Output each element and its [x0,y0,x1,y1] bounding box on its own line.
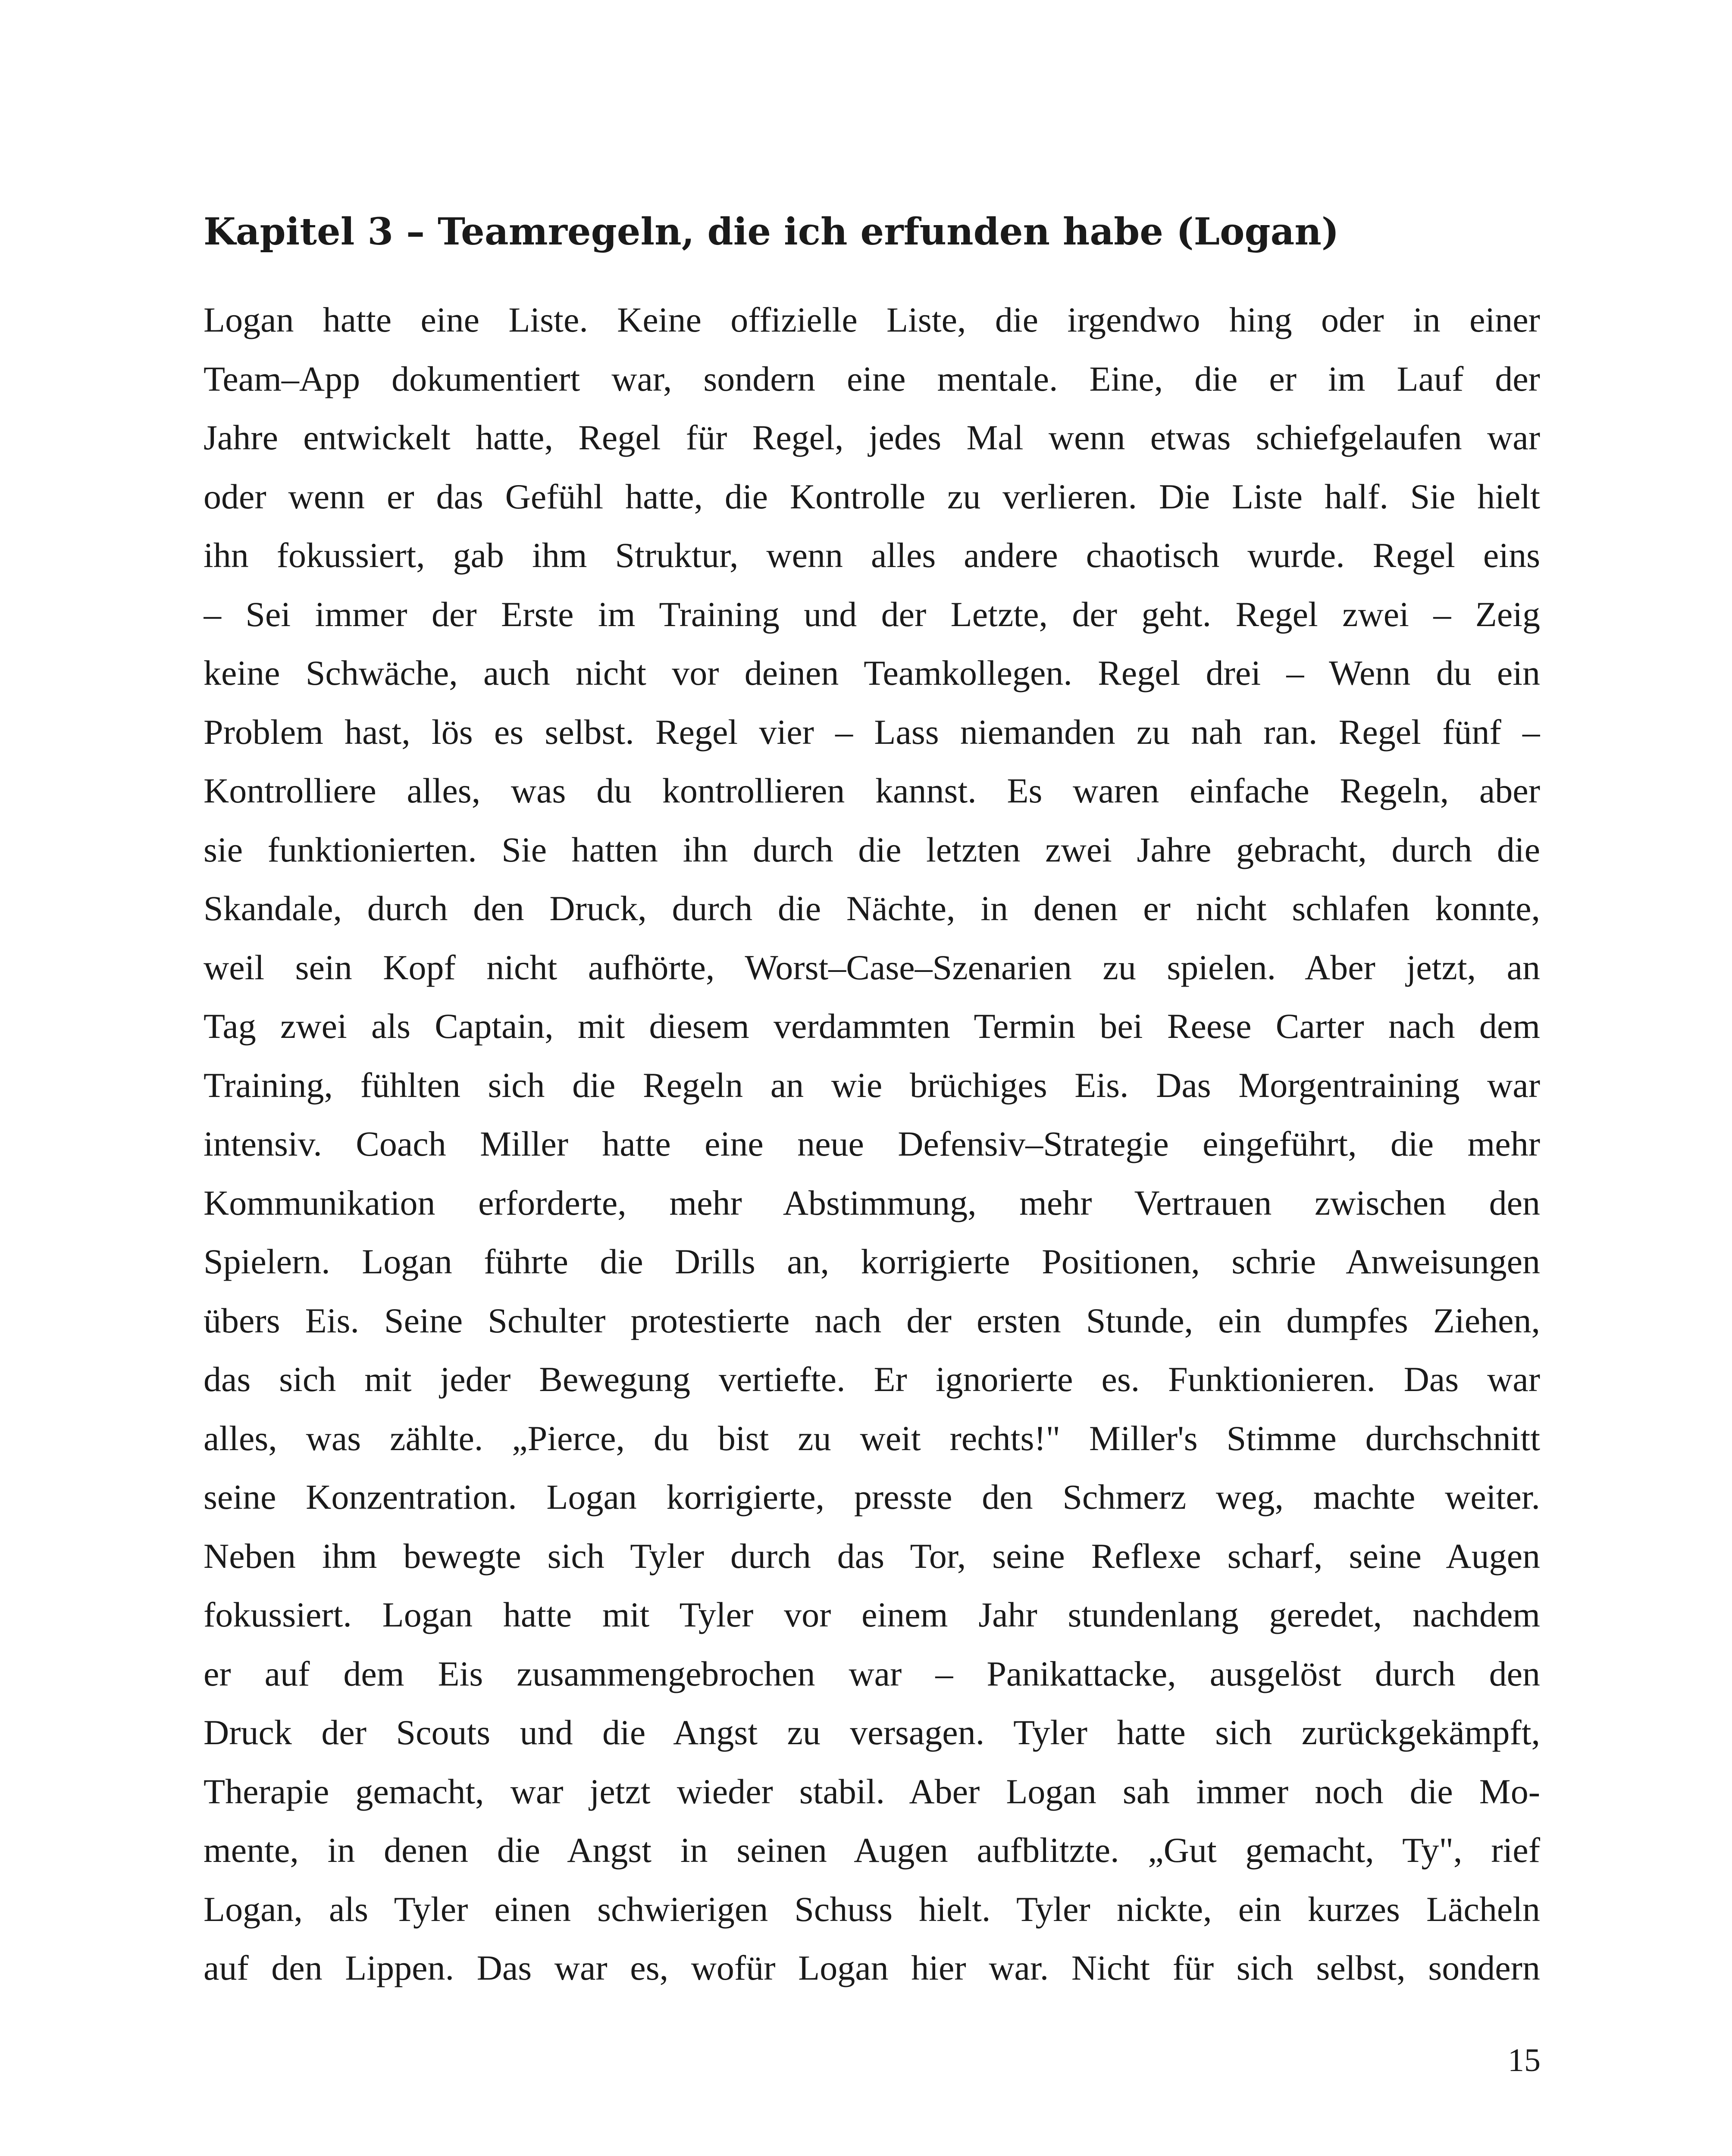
text-line: übers Eis. Seine Schulter protestierte nach der ersten Stunde, ein dumpfes Ziehen, [204,1300,1540,1340]
text-line: alles, was zählte. „Pierce, du bist zu weit rechts!" Miller's Stimme durchschnitt [204,1418,1540,1458]
text-line: Skandale, durch den Druck, durch die Nächte, in denen er nicht schlafen konnte, [204,889,1540,928]
text-line: – Sei immer der Erste im Training und der Letzte, der geht. Regel zwei – Zeig [204,594,1540,634]
text-line: intensiv. Coach Miller hatte eine neue Defensiv–Strategie eingeführt, die mehr [204,1124,1540,1163]
text-line: sie funktionierten. Sie hatten ihn durch die letzten zwei Jahre gebracht, durch die [204,830,1540,869]
body-text [204,291,1540,1998]
text-line: weil sein Kopf nicht aufhörte, Worst–Case–Szenarien zu spielen. Aber jetzt, an [204,947,1540,987]
text-line: seine Konzentration. Logan korrigierte, presste den Schmerz weg, machte weiter. [204,1477,1540,1517]
text-line: Logan, als Tyler einen schwierigen Schuss hielt. Tyler nickte, ein kurzes Lächeln [204,1889,1540,1929]
text-line: Therapie gemacht, war jetzt wieder stabil. Aber Logan sah immer noch die Mo- [204,1771,1540,1811]
text-line: Logan hatte eine Liste. Keine offizielle Liste, die irgendwo hing oder in einer [204,300,1540,339]
text-line: Neben ihm bewegte sich Tyler durch das Tor, seine Reflexe scharf, seine Augen [204,1536,1540,1576]
text-line: er auf dem Eis zusammengebrochen war – Panikattacke, ausgelöst durch den [204,1654,1540,1693]
text-line: Kommunikation erforderte, mehr Abstimmung, mehr Vertrauen zwischen den [204,1183,1540,1222]
text-line: keine Schwäche, auch nicht vor deinen Teamkollegen. Regel drei – Wenn du ein [204,653,1540,693]
chapter-title: Kapitel 3 – Teamregeln, die ich erfunden habe (Logan) [204,210,1339,254]
text-line: Team–App dokumentiert war, sondern eine mentale. Eine, die er im Lauf der [204,359,1540,398]
text-line: Tag zwei als Captain, mit diesem verdammten Termin bei Reese Carter nach dem [204,1006,1540,1046]
text-line: Problem hast, lös es selbst. Regel vier – Lass niemanden zu nah ran. Regel fünf – [204,712,1540,752]
page-number: 15 [1508,2042,1541,2078]
text-line: Druck der Scouts und die Angst zu versagen. Tyler hatte sich zurückgekämpft, [204,1713,1540,1752]
text-line: oder wenn er das Gefühl hatte, die Kontrolle zu verlieren. Die Liste half. Sie hielt [204,476,1540,516]
text-line: Training, fühlten sich die Regeln an wie brüchiges Eis. Das Morgentraining war [204,1065,1540,1105]
text-line: Jahre entwickelt hatte, Regel für Regel, jedes Mal wenn etwas schiefgelaufen war [204,418,1540,457]
text-line: auf den Lippen. Das war es, wofür Logan hier war. Nicht für sich selbst, sondern [204,1948,1540,1987]
text-line: fokussiert. Logan hatte mit Tyler vor einem Jahr stundenlang geredet, nachdem [204,1595,1540,1634]
text-line: Spielern. Logan führte die Drills an, korrigierte Positionen, schrie Anweisungen [204,1242,1540,1281]
text-line: das sich mit jeder Bewegung vertiefte. Er ignorierte es. Funktionieren. Das war [204,1360,1540,1399]
text-line: mente, in denen die Angst in seinen Augen aufblitzte. „Gut gemacht, Ty", rief [204,1830,1540,1870]
text-line: ihn fokussiert, gab ihm Struktur, wenn alles andere chaotisch wurde. Regel eins [204,536,1540,575]
text-line: Kontrolliere alles, was du kontrollieren kannst. Es waren einfache Regeln, aber [204,771,1540,810]
